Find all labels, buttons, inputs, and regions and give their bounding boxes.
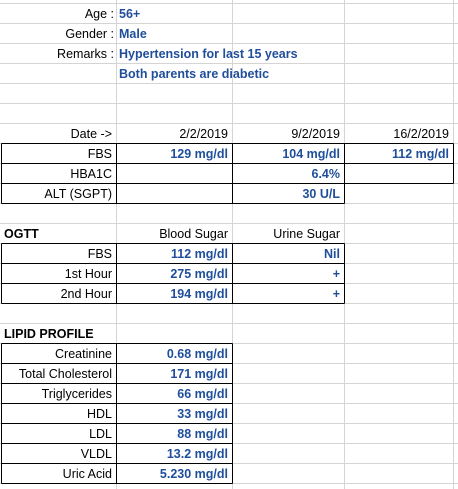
lipid-row-label: Total Cholesterol bbox=[18, 367, 112, 381]
ogtt-row-label: FBS bbox=[87, 247, 112, 261]
lipid-row-label: Creatinine bbox=[55, 347, 112, 361]
ogtt-blood-value[interactable]: 275 mg/dl bbox=[170, 267, 228, 281]
date-header: 2/2/2019 bbox=[179, 127, 228, 141]
ogtt-row-label: 1st Hour bbox=[64, 267, 112, 281]
test-value-cell[interactable]: 112 mg/dl bbox=[392, 147, 449, 161]
test-value-cell[interactable]: 104 mg/dl bbox=[282, 147, 340, 161]
age-value[interactable]: 56+ bbox=[119, 7, 141, 21]
lipid-row-label: Triglycerides bbox=[41, 387, 112, 401]
lipid-value[interactable]: 171 mg/dl bbox=[170, 367, 228, 381]
gender-value[interactable]: Male bbox=[119, 27, 147, 41]
ogtt-blood-value[interactable]: 112 mg/dl bbox=[171, 247, 228, 261]
lipid-value[interactable]: 88 mg/dl bbox=[177, 427, 228, 441]
lipid-value[interactable]: 5.230 mg/dl bbox=[159, 467, 228, 481]
test-value-cell[interactable]: 129 mg/dl bbox=[170, 147, 228, 161]
ogtt-col-urine-sugar: Urine Sugar bbox=[273, 227, 340, 241]
test-value-cell[interactable] bbox=[117, 164, 228, 184]
lipid-value[interactable]: 33 mg/dl bbox=[177, 407, 228, 421]
test-row-label: HBA1C bbox=[70, 167, 112, 181]
ogtt-blood-value[interactable]: 194 mg/dl bbox=[170, 287, 228, 301]
lipid-value[interactable]: 13.2 mg/dl bbox=[166, 447, 228, 461]
lipid-value[interactable]: 0.68 mg/dl bbox=[166, 347, 228, 361]
age-label: Age : bbox=[84, 7, 114, 21]
test-row-label: ALT (SGPT) bbox=[44, 187, 112, 201]
lipid-row-label: HDL bbox=[86, 407, 112, 421]
ogtt-col-blood-sugar: Blood Sugar bbox=[159, 227, 228, 241]
test-value-cell[interactable] bbox=[117, 184, 228, 204]
lipid-row-label: VLDL bbox=[80, 447, 112, 461]
test-row-label: FBS bbox=[87, 147, 112, 161]
date-header: 16/2/2019 bbox=[393, 127, 449, 141]
ogtt-title: OGTT bbox=[4, 227, 39, 241]
lipid-row-label: Uric Acid bbox=[62, 467, 112, 481]
lipid-value[interactable]: 66 mg/dl bbox=[177, 387, 228, 401]
lipid-row-label: LDL bbox=[89, 427, 112, 441]
ogtt-urine-value[interactable]: + bbox=[332, 267, 340, 281]
test-value-cell[interactable]: 30 U/L bbox=[302, 187, 340, 201]
test-value-cell[interactable] bbox=[345, 164, 449, 184]
date-header: 9/2/2019 bbox=[291, 127, 340, 141]
gender-label: Gender : bbox=[65, 27, 114, 41]
remarks-line-1[interactable]: Hypertension for last 15 years bbox=[119, 47, 298, 61]
ogtt-urine-value[interactable]: + bbox=[332, 287, 340, 301]
remarks-label: Remarks : bbox=[57, 47, 114, 61]
lipid-profile-title: LIPID PROFILE bbox=[4, 327, 94, 341]
test-value-cell[interactable]: 6.4% bbox=[311, 167, 340, 181]
test-value-cell[interactable] bbox=[345, 184, 449, 204]
remarks-line-2[interactable]: Both parents are diabetic bbox=[119, 67, 270, 81]
ogtt-row-label: 2nd Hour bbox=[60, 287, 112, 301]
date-label: Date -> bbox=[70, 127, 112, 141]
ogtt-urine-value[interactable]: Nil bbox=[324, 247, 340, 261]
